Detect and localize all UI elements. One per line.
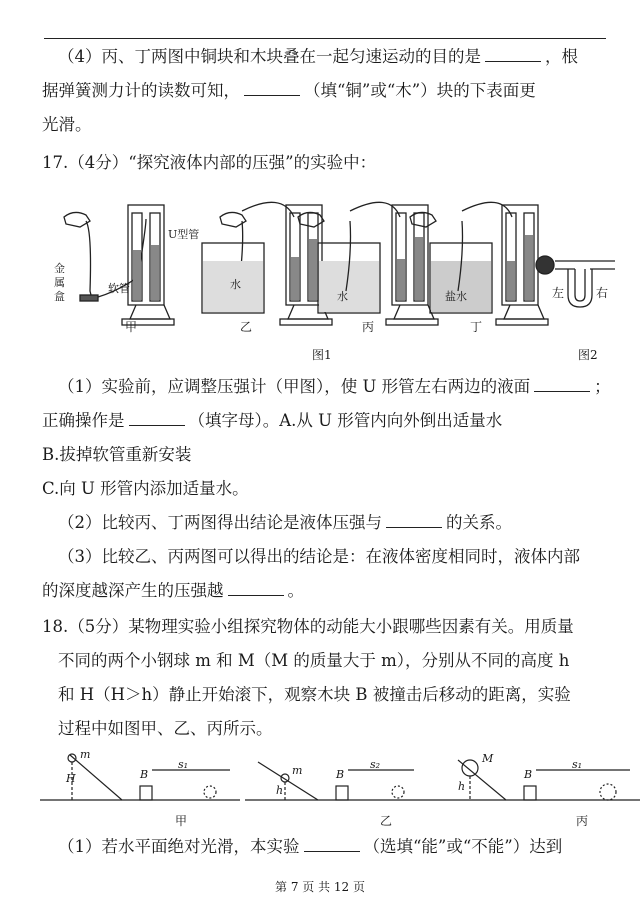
- stand: [130, 305, 170, 319]
- label-left: 左: [552, 286, 565, 300]
- page-footer: 第 7 页 共 12 页: [275, 880, 365, 894]
- answer-blank: [129, 411, 185, 426]
- caption-fig1: 图1: [312, 348, 332, 362]
- face-icon: [536, 256, 554, 274]
- caption-yi: 乙: [380, 814, 393, 828]
- q17-p2: （2）比较丙、丁两图得出结论是液体压强与 的关系。: [58, 513, 512, 532]
- q16-line3: [42, 114, 606, 136]
- caption-yi: 乙: [240, 320, 253, 334]
- q18-line2: 不同的两个小钢球 m 和 M（M 的质量大于 m），分别从不同的高度 h: [58, 651, 570, 670]
- q16-text: 光滑。: [42, 115, 92, 134]
- q16-line2: [42, 80, 606, 102]
- caption-ding: 丁: [470, 320, 483, 334]
- caption-jia: 甲: [125, 320, 138, 334]
- q17-header: 17.（4分）“探究液体内部的压强”的实验中：: [42, 153, 377, 172]
- q16-text: （填“铜”或“木”）块的下表面更: [304, 81, 536, 100]
- answer-blank: [386, 513, 442, 528]
- q17-option-c: C.向 U 形管内添加适量水。: [42, 479, 249, 498]
- q17-p1-line1: （1）实验前，应调整压强计（甲图），使 U 形管左右两边的液面 ；: [58, 377, 611, 396]
- label-shu: 属: [54, 276, 65, 289]
- caption-bing: 丙: [576, 814, 589, 828]
- ball-m: [68, 754, 76, 762]
- caption-jia: 甲: [175, 814, 188, 828]
- q18-line4: 过程中如图甲、乙、丙所示。: [58, 719, 273, 738]
- caption-fig2: 图2: [578, 348, 598, 362]
- label-water-bing: 水: [337, 290, 348, 303]
- label-right: 右: [596, 286, 609, 300]
- tube: [86, 221, 92, 299]
- q17-p1-line2: 正确操作是 （填字母）。A.从 U 形管内向外倒出适量水: [42, 411, 503, 430]
- q17-option-b: B.拔掉软管重新安装: [42, 445, 192, 464]
- answer-blank: [485, 47, 541, 62]
- ramp-jia: [70, 755, 240, 800]
- label-ruanguan: 软管: [108, 282, 130, 295]
- metal-box: [80, 295, 98, 301]
- caption-bing: 丙: [362, 320, 375, 334]
- q16-text: 据弹簧测力计的读数可知，: [42, 81, 240, 100]
- q18-line1: 18.（5分）某物理实验小组探究物体的动能大小跟哪些因素有关。用质量: [42, 617, 574, 636]
- q18-p1: （1）若水平面绝对光滑，本实验 （选填“能”或“不能”）达到: [58, 837, 563, 856]
- block-b: [140, 786, 152, 800]
- q17-p3-line1: （3）比较乙、丙两图可以得出的结论是：在液体密度相同时，液体内部: [58, 547, 580, 566]
- label-saltwater: 盐水: [445, 290, 467, 303]
- label-water-yi: 水: [230, 278, 241, 291]
- q16-line1: [58, 46, 606, 68]
- answer-blank: [244, 81, 300, 96]
- pressure-gauge-figure: [50, 195, 620, 365]
- q18-line3: 和 H（H＞h）静止开始滚下，观察木块 B 被撞击后移动的距离，实验: [58, 685, 571, 704]
- label-jin: 金: [54, 262, 65, 275]
- hand-icon: [64, 212, 90, 227]
- q16-text: （4）丙、丁两图中铜块和木块叠在一起匀速运动的目的是: [58, 47, 481, 66]
- answer-blank: [228, 581, 284, 596]
- label-he: 盒: [54, 290, 65, 303]
- answer-blank: [304, 837, 360, 852]
- q17-p3-line2: 的深度越深产生的压强越 。: [42, 581, 304, 600]
- answer-blank: [534, 377, 590, 392]
- top-rule: [44, 38, 606, 39]
- q16-text: ，根: [545, 47, 578, 66]
- label-u-tube: U型管: [168, 228, 200, 241]
